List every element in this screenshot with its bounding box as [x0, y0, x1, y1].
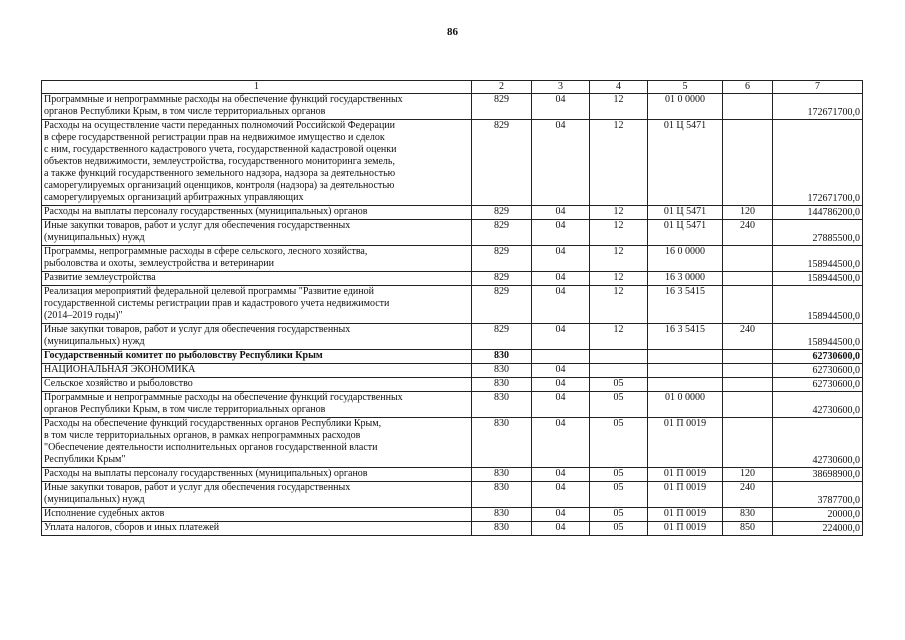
subsection-code-cell: 05	[590, 468, 648, 482]
page-number: 86	[447, 26, 458, 38]
target-article-cell: 01 П 0019	[648, 508, 723, 522]
section-code-cell: 04	[532, 378, 590, 392]
table-row	[42, 378, 863, 392]
amount-cell: 38698900,0	[773, 468, 863, 482]
target-article-cell	[648, 378, 723, 392]
column-header: 6	[723, 81, 773, 94]
table-row	[42, 286, 863, 324]
row-name-cell: Иные закупки товаров, работ и услуг для обеспечения государственных (муниципальных) нужд	[42, 324, 472, 350]
section-code-cell	[532, 350, 590, 364]
amount-cell: 172671700,0	[773, 94, 863, 120]
target-article-cell: 01 0 0000	[648, 94, 723, 120]
table-row	[42, 482, 863, 508]
ministry-code-cell: 829	[472, 324, 532, 350]
expense-type-cell	[723, 120, 773, 206]
amount-cell: 158944500,0	[773, 272, 863, 286]
target-article-cell: 01 П 0019	[648, 482, 723, 508]
ministry-code-cell: 830	[472, 364, 532, 378]
column-header: 7	[773, 81, 863, 94]
expense-type-cell	[723, 418, 773, 468]
column-header: 2	[472, 81, 532, 94]
ministry-code-cell: 830	[472, 350, 532, 364]
amount-cell: 62730600,0	[773, 378, 863, 392]
table-row	[42, 350, 863, 364]
table-row	[42, 246, 863, 272]
column-header: 3	[532, 81, 590, 94]
target-article-cell: 01 Ц 5471	[648, 120, 723, 206]
section-code-cell: 04	[532, 324, 590, 350]
row-name-cell: Программы, непрограммные расходы в сфере сельского, лесного хозяйства, рыболовства и охоты, землеустройства и ветеринарии	[42, 246, 472, 272]
target-article-cell: 01 П 0019	[648, 418, 723, 468]
table-row	[42, 324, 863, 350]
section-code-cell: 04	[532, 94, 590, 120]
expense-type-cell	[723, 392, 773, 418]
expense-type-cell	[723, 94, 773, 120]
table-row	[42, 120, 863, 206]
subsection-code-cell	[590, 350, 648, 364]
target-article-cell: 01 П 0019	[648, 468, 723, 482]
table-header-row	[42, 81, 863, 94]
ministry-code-cell: 830	[472, 482, 532, 508]
row-name-cell: НАЦИОНАЛЬНАЯ ЭКОНОМИКА	[42, 364, 472, 378]
table-row	[42, 468, 863, 482]
table-row	[42, 94, 863, 120]
amount-cell: 42730600,0	[773, 392, 863, 418]
subsection-code-cell: 05	[590, 418, 648, 468]
table-row	[42, 508, 863, 522]
target-article-cell: 16 0 0000	[648, 246, 723, 272]
table-row	[42, 220, 863, 246]
target-article-cell	[648, 350, 723, 364]
ministry-code-cell: 829	[472, 94, 532, 120]
table-row	[42, 418, 863, 468]
table-row	[42, 206, 863, 220]
amount-cell: 172671700,0	[773, 120, 863, 206]
row-name-cell: Уплата налогов, сборов и иных платежей	[42, 522, 472, 536]
expense-type-cell	[723, 350, 773, 364]
subsection-code-cell: 05	[590, 392, 648, 418]
section-code-cell: 04	[532, 364, 590, 378]
subsection-code-cell: 12	[590, 206, 648, 220]
row-name-cell: Иные закупки товаров, работ и услуг для обеспечения государственных (муниципальных) нужд	[42, 220, 472, 246]
row-name-cell: Расходы на осуществление части переданных полномочий Российской Федерации в сфере государственной регистрации прав на недвижимое имущество и сделок с ним, государственного кадастрового учета, государственной кадастровой оценки объектов недвижимости, землеустройства, государственного мониторинга земель, а также функций государственного земельного надзора, надзора за деятельностью саморегулируемых организаций оценщиков, контроля (надзора) за деятельностью саморегулируемых организаций арбитражных управляющих	[42, 120, 472, 206]
expense-type-cell: 830	[723, 508, 773, 522]
subsection-code-cell: 05	[590, 378, 648, 392]
ministry-code-cell: 829	[472, 246, 532, 272]
section-code-cell: 04	[532, 286, 590, 324]
section-code-cell: 04	[532, 508, 590, 522]
amount-cell: 42730600,0	[773, 418, 863, 468]
section-code-cell: 04	[532, 418, 590, 468]
ministry-code-cell: 830	[472, 392, 532, 418]
column-header: 1	[42, 81, 472, 94]
row-name-cell: Сельское хозяйство и рыболовство	[42, 378, 472, 392]
expense-type-cell	[723, 246, 773, 272]
budget-table	[41, 80, 863, 536]
section-code-cell: 04	[532, 522, 590, 536]
section-code-cell: 04	[532, 120, 590, 206]
target-article-cell: 01 0 0000	[648, 392, 723, 418]
ministry-code-cell: 829	[472, 272, 532, 286]
subsection-code-cell: 12	[590, 94, 648, 120]
target-article-cell: 01 Ц 5471	[648, 206, 723, 220]
row-name-cell: Расходы на обеспечение функций государственных органов Республики Крым, в том числе территориальных органов, в рамках непрограммных расходов "Обеспечение деятельности исполнительных органов государственной власти Республики Крым"	[42, 418, 472, 468]
amount-cell: 62730600,0	[773, 364, 863, 378]
subsection-code-cell: 12	[590, 246, 648, 272]
subsection-code-cell: 12	[590, 120, 648, 206]
subsection-code-cell: 12	[590, 220, 648, 246]
expense-type-cell: 120	[723, 206, 773, 220]
row-name-cell: Исполнение судебных актов	[42, 508, 472, 522]
subsection-code-cell: 05	[590, 522, 648, 536]
amount-cell: 158944500,0	[773, 286, 863, 324]
row-name-cell: Иные закупки товаров, работ и услуг для обеспечения государственных (муниципальных) нужд	[42, 482, 472, 508]
table-row	[42, 392, 863, 418]
table-row	[42, 272, 863, 286]
row-name-cell: Программные и непрограммные расходы на обеспечение функций государственных органов Республики Крым, в том числе территориальных органов	[42, 392, 472, 418]
expense-type-cell	[723, 364, 773, 378]
section-code-cell: 04	[532, 392, 590, 418]
subsection-code-cell: 12	[590, 272, 648, 286]
subsection-code-cell: 12	[590, 324, 648, 350]
amount-cell: 20000,0	[773, 508, 863, 522]
section-code-cell: 04	[532, 272, 590, 286]
section-code-cell: 04	[532, 468, 590, 482]
expense-type-cell	[723, 272, 773, 286]
expense-type-cell: 240	[723, 220, 773, 246]
expense-type-cell: 240	[723, 482, 773, 508]
column-header: 4	[590, 81, 648, 94]
subsection-code-cell: 05	[590, 482, 648, 508]
ministry-code-cell: 830	[472, 468, 532, 482]
section-code-cell: 04	[532, 482, 590, 508]
section-code-cell: 04	[532, 220, 590, 246]
target-article-cell: 16 3 5415	[648, 286, 723, 324]
row-name-cell: Расходы на выплаты персоналу государственных (муниципальных) органов	[42, 468, 472, 482]
ministry-code-cell: 829	[472, 220, 532, 246]
section-code-cell: 04	[532, 246, 590, 272]
amount-cell: 158944500,0	[773, 246, 863, 272]
row-name-cell: Расходы на выплаты персоналу государственных (муниципальных) органов	[42, 206, 472, 220]
ministry-code-cell: 830	[472, 522, 532, 536]
table-row	[42, 522, 863, 536]
ministry-code-cell: 830	[472, 378, 532, 392]
table-row	[42, 364, 863, 378]
target-article-cell: 01 Ц 5471	[648, 220, 723, 246]
ministry-code-cell: 829	[472, 286, 532, 324]
expense-type-cell	[723, 286, 773, 324]
row-name-cell: Реализация мероприятий федеральной целевой программы "Развитие единой государственной системы регистрации прав и кадастрового учета недвижимости (2014–2019 годы)"	[42, 286, 472, 324]
section-code-cell: 04	[532, 206, 590, 220]
row-name-cell: Развитие землеустройства	[42, 272, 472, 286]
ministry-code-cell: 829	[472, 120, 532, 206]
amount-cell: 158944500,0	[773, 324, 863, 350]
expense-type-cell: 240	[723, 324, 773, 350]
ministry-code-cell: 830	[472, 418, 532, 468]
row-name-cell: Государственный комитет по рыболовству Республики Крым	[42, 350, 472, 364]
amount-cell: 62730600,0	[773, 350, 863, 364]
target-article-cell: 01 П 0019	[648, 522, 723, 536]
amount-cell: 224000,0	[773, 522, 863, 536]
subsection-code-cell	[590, 364, 648, 378]
amount-cell: 3787700,0	[773, 482, 863, 508]
expense-type-cell: 120	[723, 468, 773, 482]
target-article-cell: 16 3 0000	[648, 272, 723, 286]
column-header: 5	[648, 81, 723, 94]
expense-type-cell	[723, 378, 773, 392]
row-name-cell: Программные и непрограммные расходы на обеспечение функций государственных органов Республики Крым, в том числе территориальных органов	[42, 94, 472, 120]
ministry-code-cell: 829	[472, 206, 532, 220]
amount-cell: 144786200,0	[773, 206, 863, 220]
target-article-cell	[648, 364, 723, 378]
subsection-code-cell: 12	[590, 286, 648, 324]
expense-type-cell: 850	[723, 522, 773, 536]
amount-cell: 27885500,0	[773, 220, 863, 246]
ministry-code-cell: 830	[472, 508, 532, 522]
target-article-cell: 16 3 5415	[648, 324, 723, 350]
subsection-code-cell: 05	[590, 508, 648, 522]
